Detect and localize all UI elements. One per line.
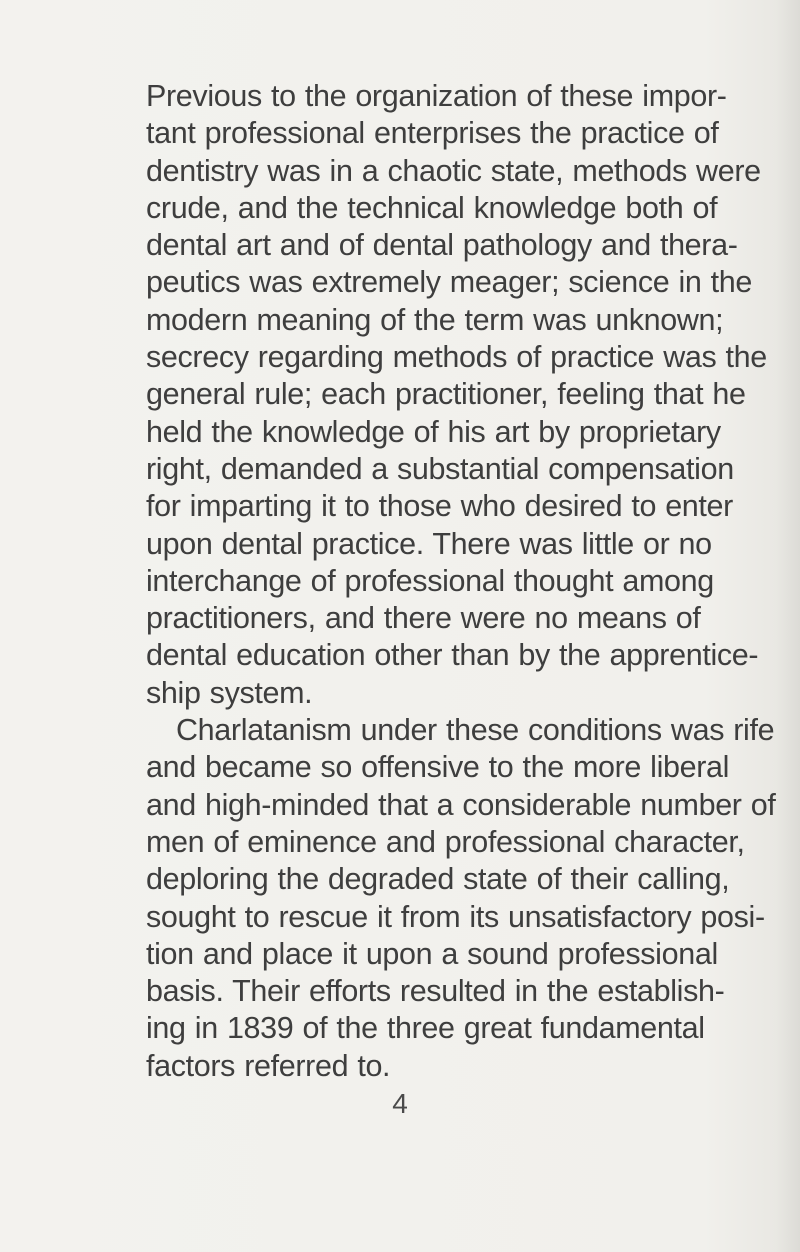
text-line: peutics was extremely meager; science in the — [146, 265, 752, 300]
text-line: and high-minded that a considerable number of — [146, 787, 776, 822]
text-line: dental education other than by the apprentice- — [146, 638, 759, 673]
text-line: Charlatanism under these conditions was rife — [176, 713, 775, 748]
text-line: modern meaning of the term was unknown; — [146, 302, 724, 337]
text-line: practitioners, and there were no means of — [146, 601, 701, 636]
text-line: factors referred to. — [146, 1048, 391, 1083]
text-line: crude, and the technical knowledge both of — [146, 190, 718, 225]
text-line: held the knowledge of his art by proprietary — [146, 414, 721, 449]
text-line: Previous to the organization of these impor- — [146, 79, 727, 113]
text-line: secrecy regarding methods of practice was the — [146, 340, 767, 375]
text-line: general rule; each practitioner, feeling that he — [146, 377, 746, 412]
page-number: 4 — [392, 1088, 408, 1119]
text-line: deploring the degraded state of their calling, — [146, 862, 730, 897]
text-line: and became so offensive to the more liberal — [146, 750, 730, 785]
text-line: tion and place it upon a sound professional — [146, 936, 718, 971]
text-line: interchange of professional thought among — [146, 563, 714, 598]
text-line: men of eminence and professional character, — [146, 824, 745, 859]
text-line: ing in 1839 of the three great fundamental — [146, 1011, 705, 1046]
text-line: tant professional enterprises the practice of — [146, 116, 719, 151]
text-line: for imparting it to those who desired to enter — [146, 489, 733, 524]
body-text — [146, 78, 776, 1085]
text-line: sought to rescue it from its unsatisfactory posi- — [146, 899, 765, 934]
text-line: ship system. — [146, 675, 313, 710]
text-line: right, demanded a substantial compensation — [146, 451, 734, 486]
text-line: upon dental practice. There was little or no — [146, 526, 712, 561]
text-line: dentistry was in a chaotic state, methods were — [146, 153, 761, 188]
text-line: dental art and of dental pathology and thera- — [146, 228, 738, 263]
text-line: basis. Their efforts resulted in the establish- — [146, 974, 725, 1009]
